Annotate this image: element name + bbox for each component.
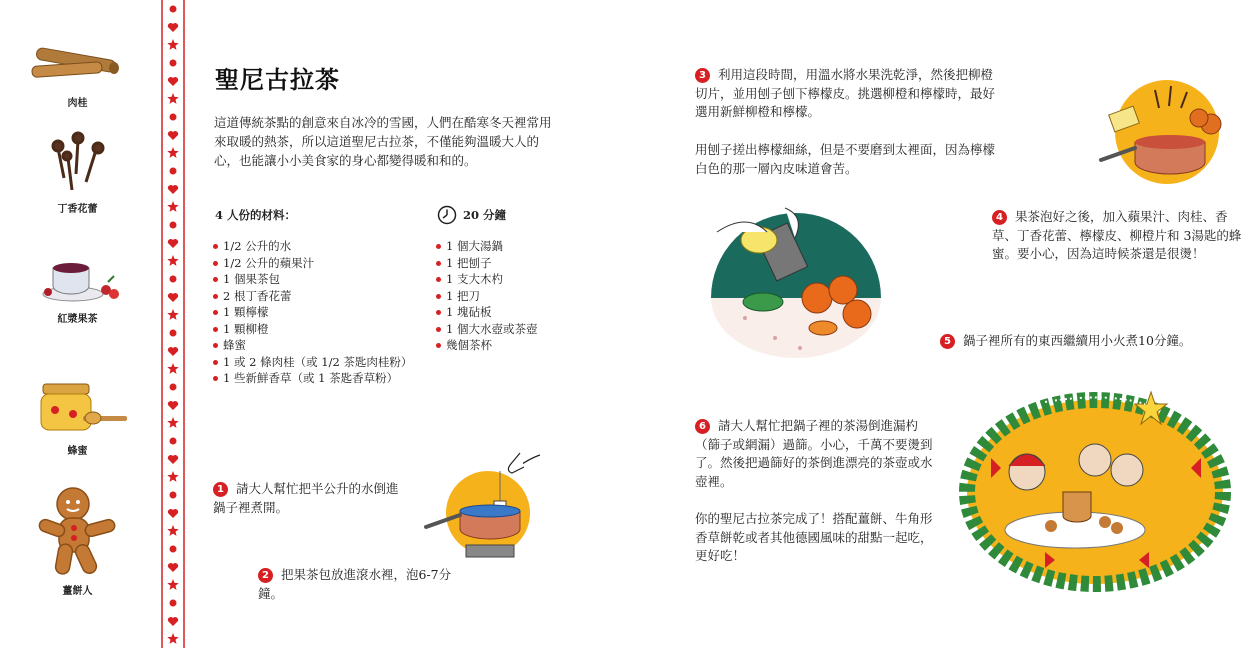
star-icon <box>167 147 178 158</box>
time-label: 20 分鐘 <box>463 208 507 222</box>
snowflake-icon <box>170 384 177 391</box>
snowflake-icon <box>170 600 177 607</box>
list-item: 1 支大木杓 <box>436 271 576 288</box>
snowflake-icon <box>170 492 177 499</box>
step-number-badge: 6 <box>695 419 710 434</box>
christmas-wreath-illustration <box>955 388 1235 593</box>
star-icon <box>167 201 178 212</box>
step-1 <box>213 480 403 517</box>
heart-icon <box>168 239 178 248</box>
list-item: 1 個大湯鍋 <box>436 238 576 255</box>
heart-icon <box>168 455 178 464</box>
snowflake-icon <box>170 222 177 229</box>
step-number-badge: 4 <box>992 210 1007 225</box>
sidebar-item-label: 紅漿果茶 <box>57 314 98 325</box>
step-number-badge: 5 <box>940 334 955 349</box>
star-icon <box>167 39 178 50</box>
step-4 <box>992 208 1242 264</box>
heart-icon <box>168 563 178 572</box>
snowflake-icon <box>170 114 177 121</box>
star-icon <box>167 579 178 590</box>
star-icon <box>167 93 178 104</box>
step-3 <box>695 66 1000 122</box>
list-item: 1 塊砧板 <box>436 304 576 321</box>
recipe-intro: 這道傳統茶點的創意來自冰冷的雪國，人們在酷寒冬天裡常用來取暖的熱茶，所以這道聖尼古拉茶，不僅能夠溫暖大人的心，也能讓小小美食家的身心都變得暖和和的。 <box>214 115 552 168</box>
heart-icon <box>168 77 178 86</box>
heart-icon <box>168 185 178 194</box>
list-item: 1 顆檸檬 <box>213 304 428 321</box>
list-item: 1 把刀 <box>436 288 576 305</box>
step-6 <box>695 417 935 491</box>
sidebar-item-cinnamon <box>0 40 155 109</box>
step-3-note: 用刨子搓出檸檬細絲，但是不要磨到太裡面，因為檸檬白色的那一層內皮味道會苦。 <box>695 142 996 176</box>
heart-icon <box>168 401 178 410</box>
star-icon <box>167 471 178 482</box>
star-icon <box>167 525 178 536</box>
heart-icon <box>168 347 178 356</box>
step-2 <box>258 566 453 603</box>
gingerbread-man-icon <box>33 484 123 580</box>
cinnamon-sticks-icon <box>28 40 128 92</box>
snowflake-icon <box>170 276 177 283</box>
list-item: 1/2 公升的蘋果汁 <box>213 255 428 272</box>
heart-icon <box>168 131 178 140</box>
list-item: 1/2 公升的水 <box>213 238 428 255</box>
step-text: 請大人幫忙把鍋子裡的茶湯倒進漏杓（篩子或網漏）過篩。小心，千萬不要燙到了。然後把過篩好的茶倒進漂亮的茶壺或水壺裡。 <box>695 418 933 489</box>
tools-list <box>436 238 576 354</box>
step-text: 把果茶包放進滾水裡，泡6-7分鐘。 <box>258 567 452 601</box>
step-number-badge: 2 <box>258 568 273 583</box>
list-item: 1 個果茶包 <box>213 271 428 288</box>
star-icon <box>167 363 178 374</box>
step-number-badge: 3 <box>695 68 710 83</box>
step-text: 鍋子裡所有的東西繼續用小火煮10分鐘。 <box>963 333 1192 348</box>
list-item: 1 把刨子 <box>436 255 576 272</box>
list-item: 1 些新鮮香草（或 1 茶匙香草粉） <box>213 370 428 387</box>
ingredients-heading: 4 人份的材料： <box>215 208 297 222</box>
berry-tea-icon <box>28 252 128 308</box>
boiling-pot-illustration <box>420 445 555 565</box>
sidebar-item-label: 薑餅人 <box>62 586 93 597</box>
step-text: 請大人幫忙把半公升的水倒進鍋子裡煮開。 <box>213 481 399 515</box>
clock-icon <box>437 205 457 225</box>
heart-icon <box>168 23 178 32</box>
step-text: 利用這段時間，用溫水將水果洗乾淨，然後把柳橙切片，並用刨子刨下檸檬皮。挑選柳橙和檸檬時，最好選用新鮮柳橙和檸檬。 <box>695 67 996 119</box>
decorative-border <box>160 0 186 648</box>
star-icon <box>167 255 178 266</box>
time-block <box>437 205 506 225</box>
snowflake-icon <box>170 168 177 175</box>
closing-text: 你的聖尼古拉茶完成了！搭配薑餅、牛角形香草餅乾或者其他德國風味的甜點一起吃，更好吃！ <box>695 511 933 563</box>
heart-icon <box>168 509 178 518</box>
list-item: 幾個茶杯 <box>436 337 576 354</box>
tea-pot-ingredients-illustration <box>1095 70 1235 190</box>
sidebar-item-label: 蜂蜜 <box>67 446 88 457</box>
snowflake-icon <box>170 60 177 67</box>
list-item: 1 個大水壺或茶壺 <box>436 321 576 338</box>
snowflake-icon <box>170 546 177 553</box>
honey-jar-icon <box>23 380 133 440</box>
sidebar-item-honey <box>0 380 155 457</box>
sidebar-item-berry-tea <box>0 252 155 325</box>
step-text: 果茶泡好之後，加入蘋果汁、肉桂、香草、丁香花蕾、檸檬皮、柳橙片和 3湯匙的蜂蜜。要小心，因為這時候茶還是很燙！ <box>992 209 1242 261</box>
snowflake-icon <box>170 330 177 337</box>
list-item: 2 根丁香花蕾 <box>213 288 428 305</box>
star-icon <box>167 309 178 320</box>
grating-lemon-illustration <box>705 198 885 363</box>
step-5 <box>940 332 1240 351</box>
star-icon <box>167 633 178 644</box>
snowflake-icon <box>170 6 177 13</box>
snowflake-icon <box>170 438 177 445</box>
ingredient-list <box>213 238 428 387</box>
list-item: 蜂蜜 <box>213 337 428 354</box>
cloves-icon <box>38 128 118 198</box>
sidebar-item-cloves <box>0 128 155 215</box>
star-icon <box>167 417 178 428</box>
sidebar-item-gingerbread <box>0 484 155 597</box>
ingredient-sidebar <box>0 0 155 648</box>
list-item: 1 或 2 條肉桂（或 1/2 茶匙肉桂粉） <box>213 354 428 371</box>
list-item: 1 顆柳橙 <box>213 321 428 338</box>
heart-icon <box>168 617 178 626</box>
recipe-title: 聖尼古拉茶 <box>215 65 340 94</box>
step-number-badge: 1 <box>213 482 228 497</box>
sidebar-item-label: 丁香花蕾 <box>57 204 98 215</box>
heart-icon <box>168 293 178 302</box>
sidebar-item-label: 肉桂 <box>67 98 88 109</box>
